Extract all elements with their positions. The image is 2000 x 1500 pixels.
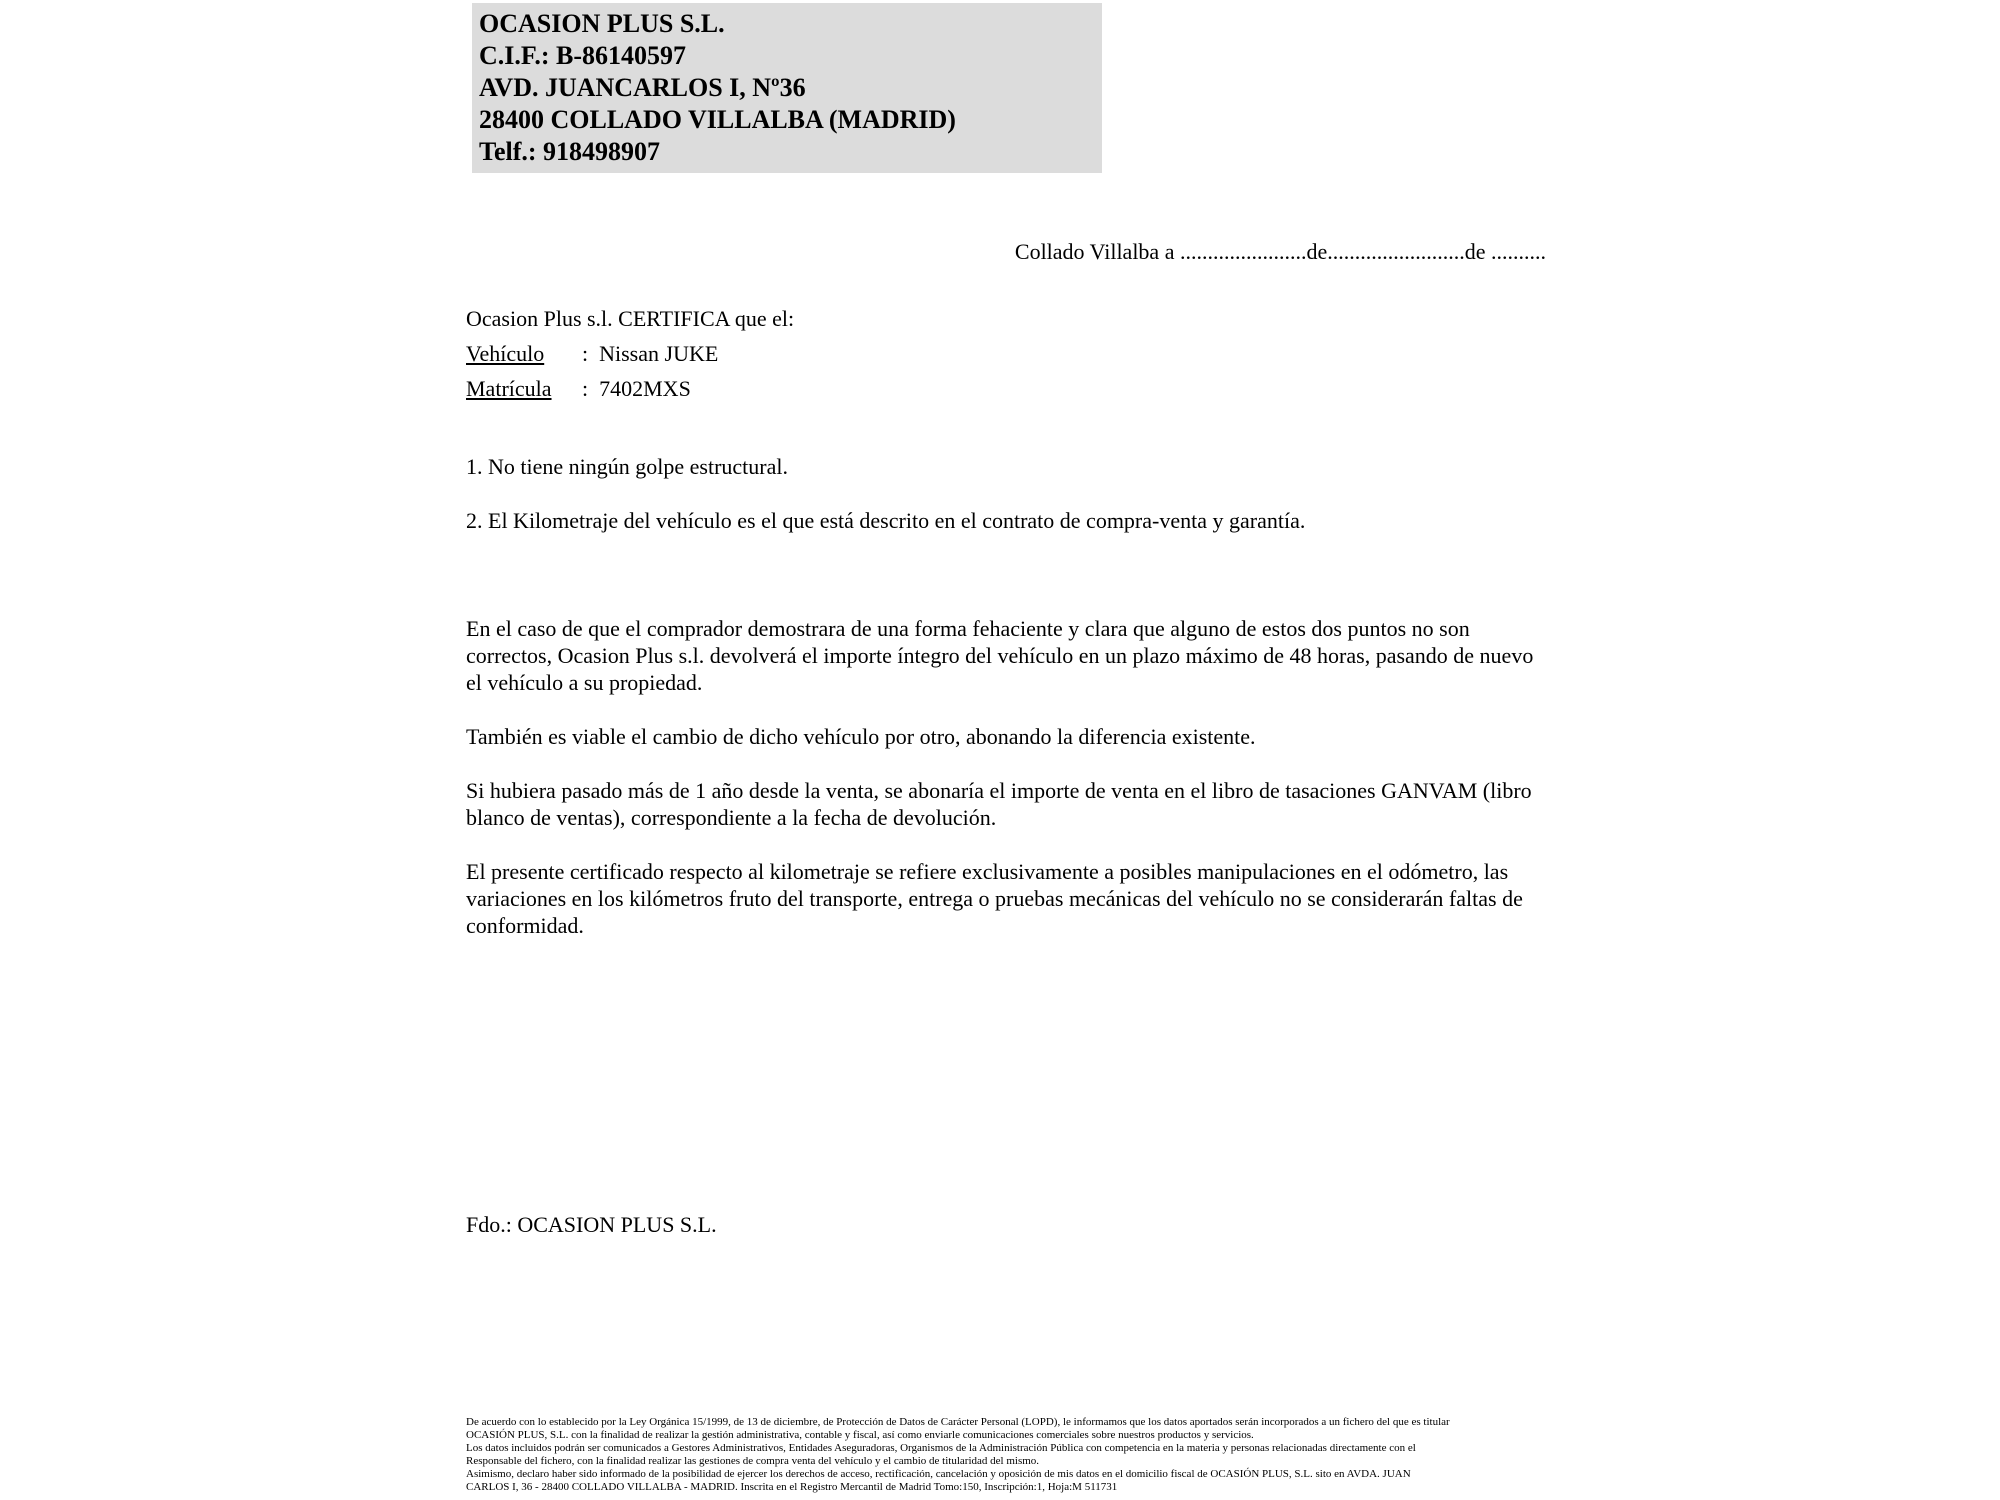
legal-footer-line-6: CARLOS I, 36 - 28400 COLLADO VILLALBA - MADRID. Inscrita en el Registro Mercantil de Madrid Tomo:150, Inscripción:1, Hoja:M 511731 bbox=[466, 1481, 1118, 1493]
company-address: AVD. JUANCARLOS I, Nº36 bbox=[479, 73, 806, 102]
certify-intro: Ocasion Plus s.l. CERTIFICA que el: bbox=[466, 306, 795, 331]
legal-footer-line-3: Los datos incluidos podrán ser comunicados a Gestores Administrativos, Entidades Aseguradoras, Organismos de la Administración Pública con competencia en la materia y personas relacionadas directamente con el bbox=[466, 1442, 1416, 1454]
legal-footer-line-5: Asimismo, declaro haber sido informado de la posibilidad de ejercer los derechos de acceso, rectificación, cancelación y oposición de mis datos en el domicilio fiscal de OCASIÓN PLUS, S.L. sito en AVDA. JUAN bbox=[466, 1468, 1411, 1480]
date-place-line: Collado Villalba a .......................de.........................de .......... bbox=[1014, 239, 1546, 264]
plate-field-separator: : bbox=[582, 376, 589, 401]
body-paragraph-odometer: El presente certificado respecto al kilometraje se refiere exclusivamente a posibles manipulaciones en el odómetro, las variaciones en los kilómetros fruto del transporte, entrega o pruebas mecánicas del vehículo no se considerarán faltas de conformidad. bbox=[466, 859, 1523, 938]
plate-field-row bbox=[466, 371, 794, 406]
legal-footer-line-4: Responsable del fichero, con la finalidad realizar las gestiones de compra venta del vehículo y el cambio de titularidad del mismo. bbox=[466, 1455, 1040, 1467]
company-phone: Telf.: 918498907 bbox=[479, 137, 661, 166]
certify-item-1: 1. No tiene ningún golpe estructural. bbox=[466, 454, 788, 479]
legal-footer-line-2: OCASIÓN PLUS, S.L. con la finalidad de realizar la gestión administrativa, contable y fiscal, así como enviarle comunicaciones comerciales sobre nuestros productos y servicios. bbox=[466, 1429, 1254, 1441]
signature-line: Fdo.: OCASION PLUS S.L. bbox=[466, 1212, 717, 1237]
legal-footer bbox=[466, 1416, 1576, 1494]
certify-item-2: 2. El Kilometraje del vehículo es el que está descrito en el contrato de compra-venta y garantía. bbox=[466, 508, 1306, 533]
vehicle-field-value: Nissan JUKE bbox=[599, 341, 719, 366]
company-city-line: 28400 COLLADO VILLALBA (MADRID) bbox=[479, 105, 956, 134]
vehicle-field-separator: : bbox=[582, 341, 589, 366]
legal-footer-line-1: De acuerdo con lo establecido por la Ley Orgánica 15/1999, de 13 de diciembre, de Protección de Datos de Carácter Personal (LOPD), le informamos que los datos aportados serán incorporados a un fichero del que es titular bbox=[466, 1416, 1450, 1428]
company-name: OCASION PLUS S.L. bbox=[479, 9, 725, 38]
body-paragraph-ganvam: Si hubiera pasado más de 1 año desde la venta, se abonaría el importe de venta en el libro de tasaciones GANVAM (libro blanco de ventas), correspondiente a la fecha de devolución. bbox=[466, 778, 1532, 830]
plate-field-value: 7402MXS bbox=[599, 376, 691, 401]
company-header-block bbox=[472, 3, 1102, 173]
body-paragraph-exchange: También es viable el cambio de dicho vehículo por otro, abonando la diferencia existente. bbox=[466, 724, 1256, 749]
company-cif: C.I.F.: B-86140597 bbox=[479, 41, 687, 70]
vehicle-field-label: Vehículo bbox=[466, 341, 545, 366]
vehicle-field-row bbox=[466, 336, 794, 371]
certify-block bbox=[466, 301, 794, 406]
body-paragraph-refund: En el caso de que el comprador demostrara de una forma fehaciente y clara que alguno de estos dos puntos no son correctos, Ocasion Plus s.l. devolverá el importe íntegro del vehículo en un plazo máximo de 48 horas, pasando de nuevo el vehículo a su propiedad. bbox=[466, 616, 1534, 695]
plate-field-label: Matrícula bbox=[466, 376, 552, 401]
